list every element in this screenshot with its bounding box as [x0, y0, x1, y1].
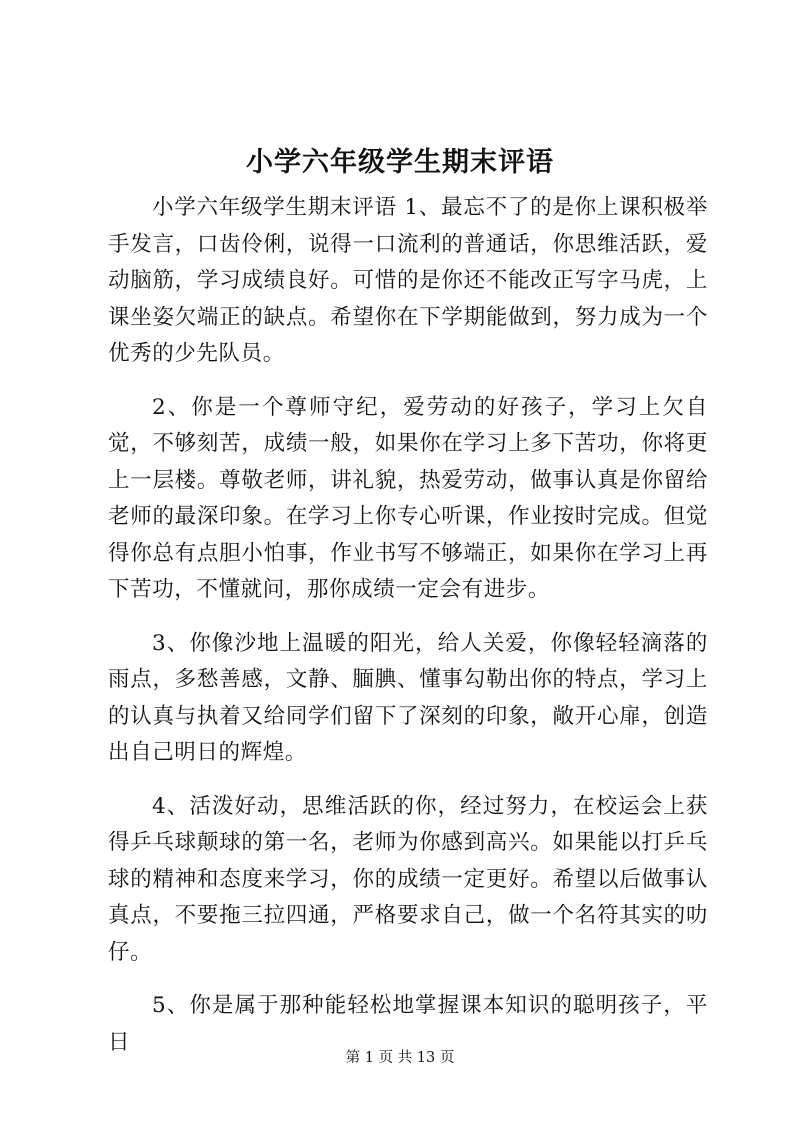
paragraph-4: 4、活泼好动，思维活跃的你，经过努力，在校运会上获得乒乓球颠球的第一名，老师为你感到高兴。如果能以打乒乓球的精神和态度来学习，你的成绩一定更好。希望以后做事认真点，不要拖三拉四通，严格要求自己，做一个名符其实的叻仔。 [108, 793, 708, 965]
paragraph-1: 小学六年级学生期末评语 1、最忘不了的是你上课积极举手发言，口齿伶俐，说得一口流利的普通话，你思维活跃，爱动脑筋，学习成绩良好。可惜的是你还不能改正写字马虎，上课坐姿欠端正的缺点。希望你在下学期能做到，努力成为一个优秀的少先队员。 [108, 195, 708, 366]
document-title: 小学六年级学生期末评语 [246, 147, 554, 178]
paragraph-5: 5、你是属于那种能轻松地掌握课本知识的聪明孩子，平日 [108, 993, 708, 1055]
page-footer: 第 1 页 共 13 页 [345, 1050, 455, 1066]
paragraph-3: 3、你像沙地上温暖的阳光，给人关爱，你像轻轻滴落的雨点，多愁善感，文静、腼腆、懂事勾勒出你的特点，学习上的认真与执着又给同学们留下了深刻的印象，敞开心扉，创造出自己明日的辉煌。 [108, 630, 708, 765]
document-body [108, 190, 708, 1078]
paragraph-2: 2、你是一个尊师守纪，爱劳动的好孩子，学习上欠自觉，不够刻苦，成绩一般，如果你在学习上多下苦功，你将更上一层楼。尊敬老师，讲礼貌，热爱劳动，做事认真是你留给老师的最深印象。在学习上你专心听课，作业按时完成。但觉得你总有点胆小怕事，作业书写不够端正，如果你在学习上再下苦功，不懂就问，那你成绩一定会有进步。 [108, 394, 708, 602]
